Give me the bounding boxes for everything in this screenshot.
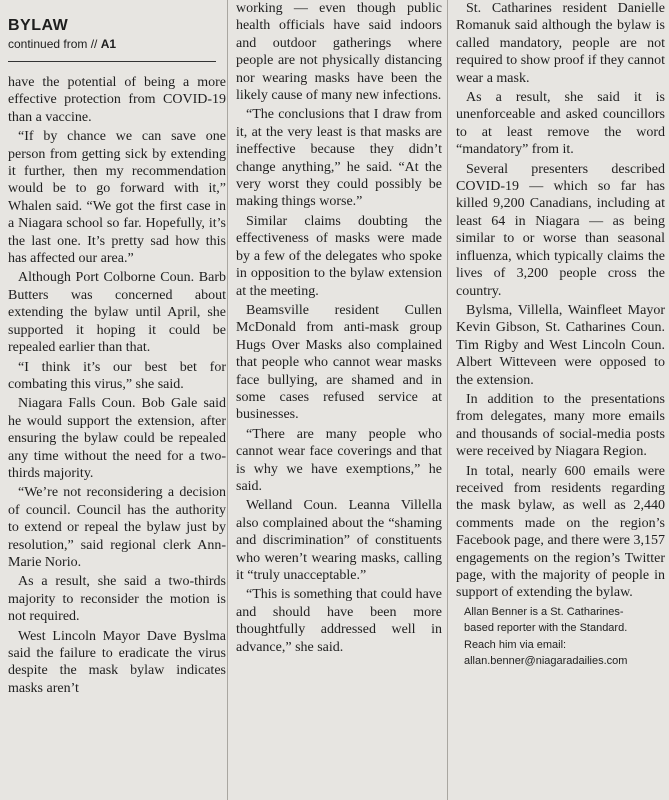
- section-header: [8, 0, 226, 62]
- column-divider: [447, 0, 448, 800]
- article-column-3: [450, 0, 669, 800]
- paragraph: “The conclusions that I draw from it, at the very least is that masks are ineffective because they didn’t change anything,” he said. “At the very worst they could possibly be making things worse.”: [236, 107, 442, 210]
- column-divider: [227, 0, 228, 800]
- paragraph: Beamsville resident Cullen McDonald from anti-mask group Hugs Over Masks also complained that people who cannot wear masks face bullying, are shamed and in some cases refused service at businesses.: [236, 302, 442, 423]
- paragraph: working — even though public health officials have said indoors and outdoor gatherings where people are not physically distancing nor wearing masks have been the likely cause of many new infections.: [236, 1, 442, 104]
- paragraph: In addition to the presentations from delegates, many more emails and thousands of social-media posts were received by Niagara Region.: [456, 391, 665, 460]
- paragraph: As a result, she said it is unenforceable and asked councillors to at least remove the word “mandatory” from it.: [456, 90, 665, 158]
- paragraph: In total, nearly 600 emails were received from residents regarding the mask bylaw, as well as 2,440 comments made on the region’s Facebook page, and there were 3,157 engagements on the region’s Twitter page, with the majority of people in support of extending the bylaw.: [456, 463, 665, 601]
- section-label: BYLAW: [8, 17, 69, 34]
- continued-from-line: [8, 37, 226, 52]
- tagline-line: based reporter with the Standard.: [464, 622, 628, 635]
- paragraph: “I think it’s our best bet for combating this virus,” she said.: [8, 359, 226, 392]
- header-rule: [8, 61, 216, 62]
- paragraph: Several presenters described COVID-19 — which so far has killed 9,200 Canadians, including at least 64 in Niagara — as being similar to or worse than seasonal influenza, which typically claims the lives of 3,200 people cross the country.: [456, 161, 665, 299]
- paragraph: Niagara Falls Coun. Bob Gale said he would support the extension, after ensuring the bylaw could be repealed any time without the need for a two-thirds majority.: [8, 396, 226, 481]
- author-email-link[interactable]: allan.benner@niagaradailies.com: [464, 655, 628, 668]
- paragraph: West Lincoln Mayor Dave Byslma said the failure to eradicate the virus despite the mask bylaw indicates masks aren’t: [8, 628, 226, 696]
- column-body: [8, 74, 226, 697]
- continued-prefix: continued from //: [8, 37, 98, 51]
- paragraph: “This is something that could have and should have been more thoughtfully addressed well in advance,” she said.: [236, 587, 442, 655]
- paragraph: Bylsma, Villella, Wainfleet Mayor Kevin Gibson, St. Catharines Coun. Tim Rigby and West Lincoln Coun. Albert Witteveen were opposed to the extension.: [456, 302, 665, 388]
- paragraph: “We’re not reconsidering a decision of council. Council has the authority to extend or repeal the bylaw just by resolution,” said regional clerk Ann-Marie Norio.: [8, 485, 226, 570]
- paragraph: Welland Coun. Leanna Villella also complained about the “shaming and discrimination” of constituents who weren’t wearing masks, calling it “truly unacceptable.”: [236, 498, 442, 583]
- continued-page-ref: A1: [100, 37, 117, 51]
- paragraph: have the potential of being a more effective protection from COVID-19 than a vaccine.: [8, 75, 226, 125]
- paragraph: “If by chance we can save one person from getting sick by extending it further, then my recommendation would be to go forward with it,” Whalen said. “We got the first case in a Niagara school so far. Hopefully, it’s the last one. It’s pretty sad how this has affected our area.”: [8, 129, 226, 267]
- paragraph: Although Port Colborne Coun. Barb Butters was concerned about extending the bylaw until April, she supported it hoping it could be repealed earlier than that.: [8, 270, 226, 356]
- article-column-1: [0, 0, 226, 800]
- tagline-line: Reach him via email:: [464, 638, 567, 651]
- tagline-line: Allan Benner is a St. Catharines-: [464, 605, 624, 618]
- paragraph: As a result, she said a two-thirds majority to reconsider the motion is not required.: [8, 574, 226, 625]
- paragraph: Similar claims doubting the effectiveness of masks were made by a few of the delegates who spoke in opposition to the bylaw extension at the meeting.: [236, 213, 442, 299]
- paragraph: “There are many people who cannot wear face coverings and that is why we have exemptions,” he said.: [236, 426, 442, 494]
- author-tagline: [464, 604, 665, 670]
- article-column-2: [230, 0, 446, 800]
- paragraph: St. Catharines resident Danielle Romanuk said although the bylaw is called mandatory, people are not required to show proof if they cannot wear a mask.: [456, 1, 665, 86]
